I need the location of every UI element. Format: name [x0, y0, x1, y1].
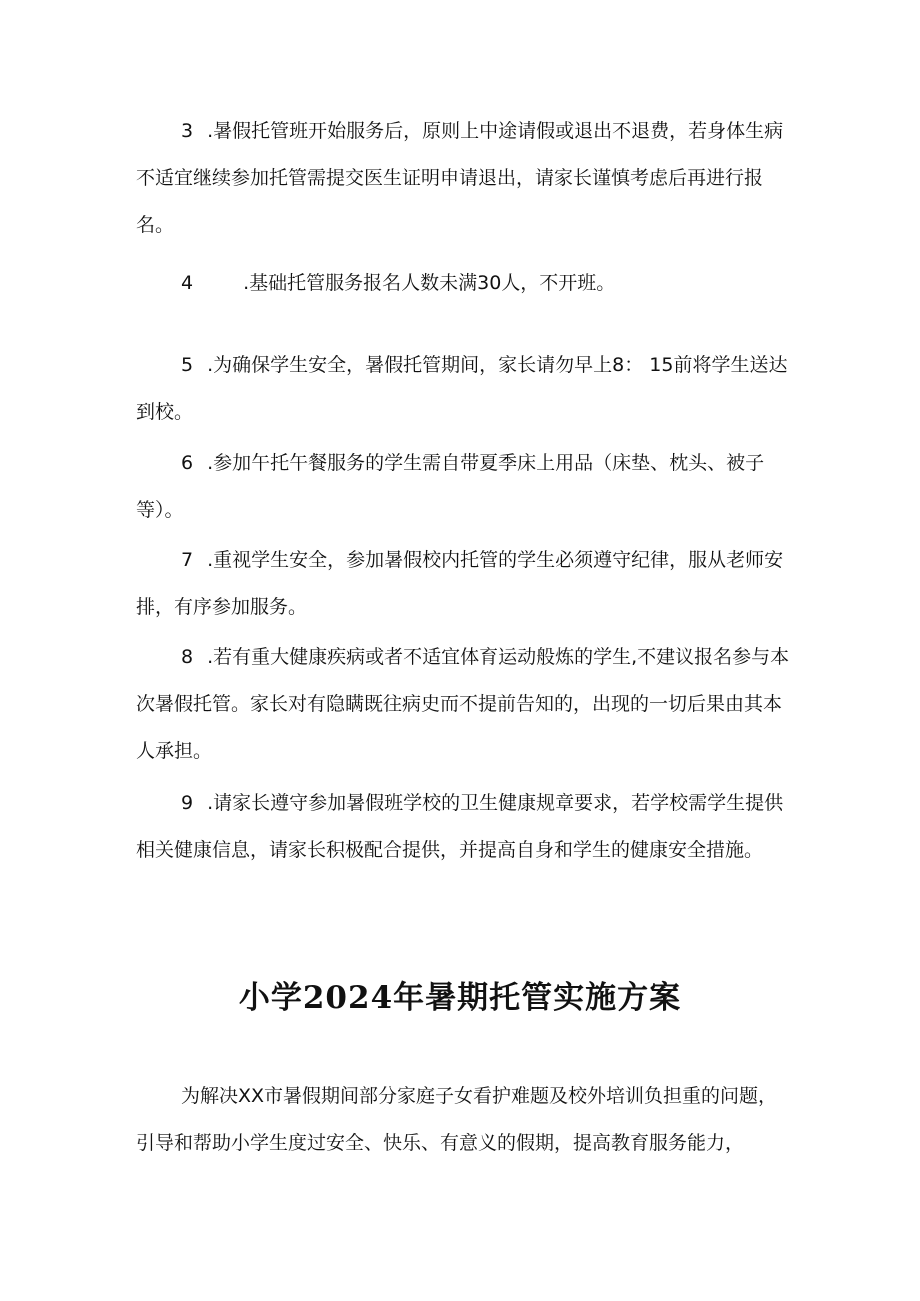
item-number: 7	[181, 549, 194, 571]
list-item-5	[136, 342, 796, 436]
item-number: 9	[181, 792, 194, 814]
list-item-6	[136, 440, 796, 534]
list-item-7	[136, 537, 796, 631]
item-text: .重视学生安全，参加暑假校内托管的学生必须遵守纪律，服从老师安排，有序参加服务。	[136, 549, 784, 618]
document-title: 小学2024年暑期托管实施方案	[238, 980, 682, 1016]
intro-paragraph: 为解决XX市暑假期间部分家庭子女看护难题及校外培训负担重的问题，引导和帮助小学生度过安全、快乐、有意义的假期，提高教育服务能力，	[136, 1085, 778, 1154]
list-item-3	[136, 108, 796, 249]
item-number: 5	[181, 354, 194, 376]
item-number: 8	[181, 646, 194, 668]
item-text: .参加午托午餐服务的学生需自带夏季床上用品（床垫、枕头、被子等）。	[136, 452, 765, 521]
item-text: .为确保学生安全，暑假托管期间，家长请勿早上8： 15前将学生送达到校。	[136, 354, 788, 423]
list-item-8	[136, 634, 796, 775]
item-number: 4	[181, 272, 194, 294]
item-number: 6	[181, 452, 194, 474]
item-text: .暑假托管班开始服务后，原则上中途请假或退出不退费，若身体生病不适宜继续参加托管需提交医生证明申请退出，请家长谨慎考虑后再进行报名。	[136, 120, 784, 236]
item-number: 3	[181, 120, 194, 142]
list-item-9	[136, 780, 796, 874]
item-text: .若有重大健康疾病或者不适宜体育运动般炼的学生,不建议报名参与本次暑假托管。家长对有隐瞒既往病史而不提前告知的，出现的一切后果由其本人承担。	[136, 646, 790, 762]
list-item-4	[136, 260, 796, 307]
item-text: .请家长遵守参加暑假班学校的卫生健康规章要求，若学校需学生提供相关健康信息，请家长积极配合提供，并提高自身和学生的健康安全措施。	[136, 792, 784, 861]
item-text: .基础托管服务报名人数未满30人，不开班。	[243, 272, 616, 294]
